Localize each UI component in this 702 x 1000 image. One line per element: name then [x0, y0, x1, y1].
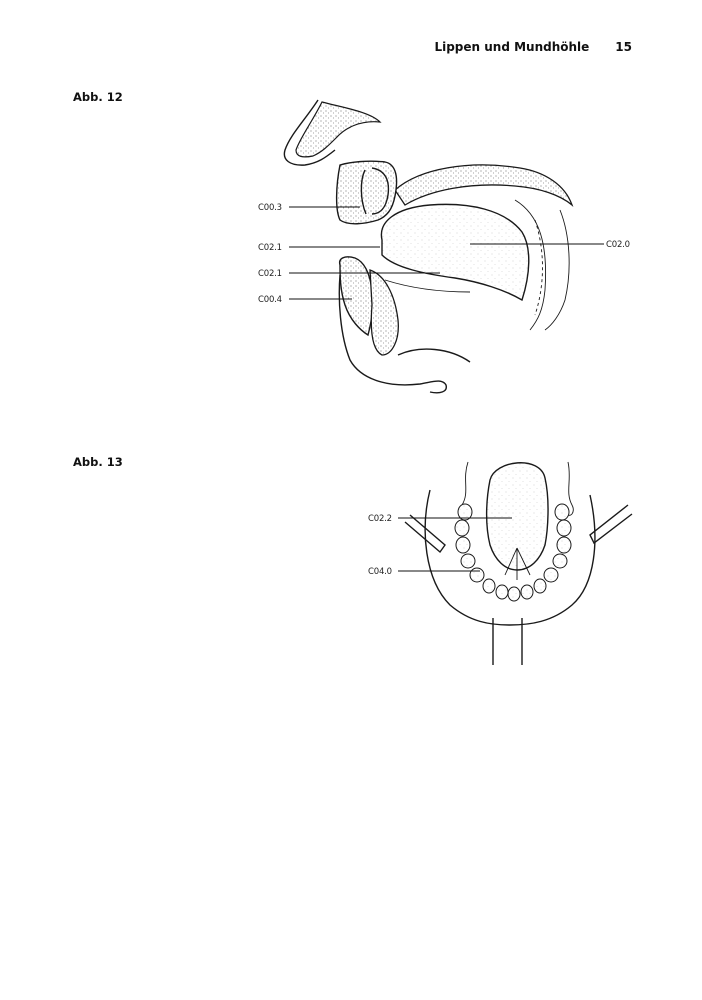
- figure-12-illustration: [0, 0, 702, 420]
- lower-lip-shading: [340, 257, 373, 335]
- pharynx-dashed-curve: [535, 220, 543, 315]
- nasal-cavity-shading: [296, 102, 380, 157]
- pharynx-curve: [545, 210, 569, 330]
- right-retractor: [590, 505, 632, 543]
- section-title: Lippen und Mundhöhle: [434, 40, 590, 54]
- code-c00-3: C00.3: [258, 203, 282, 213]
- figure-12-label: Abb. 12: [73, 90, 123, 104]
- code-c02-1-upper: C02.1: [258, 243, 282, 253]
- figure-13-label: Abb. 13: [73, 455, 123, 469]
- code-c00-4: C00.4: [258, 295, 282, 305]
- code-c02-2: C02.2: [368, 514, 392, 524]
- figure-13-illustration: [0, 440, 702, 680]
- code-c02-0: C02.0: [606, 240, 630, 250]
- floor-of-mouth-line: [398, 349, 470, 362]
- palate-shading: [395, 165, 572, 205]
- code-c02-1-lower: C02.1: [258, 269, 282, 279]
- page-number: 15: [615, 40, 632, 54]
- code-c04-0: C04.0: [368, 567, 392, 577]
- tongue-body: [381, 204, 528, 300]
- gum-line: [385, 280, 470, 292]
